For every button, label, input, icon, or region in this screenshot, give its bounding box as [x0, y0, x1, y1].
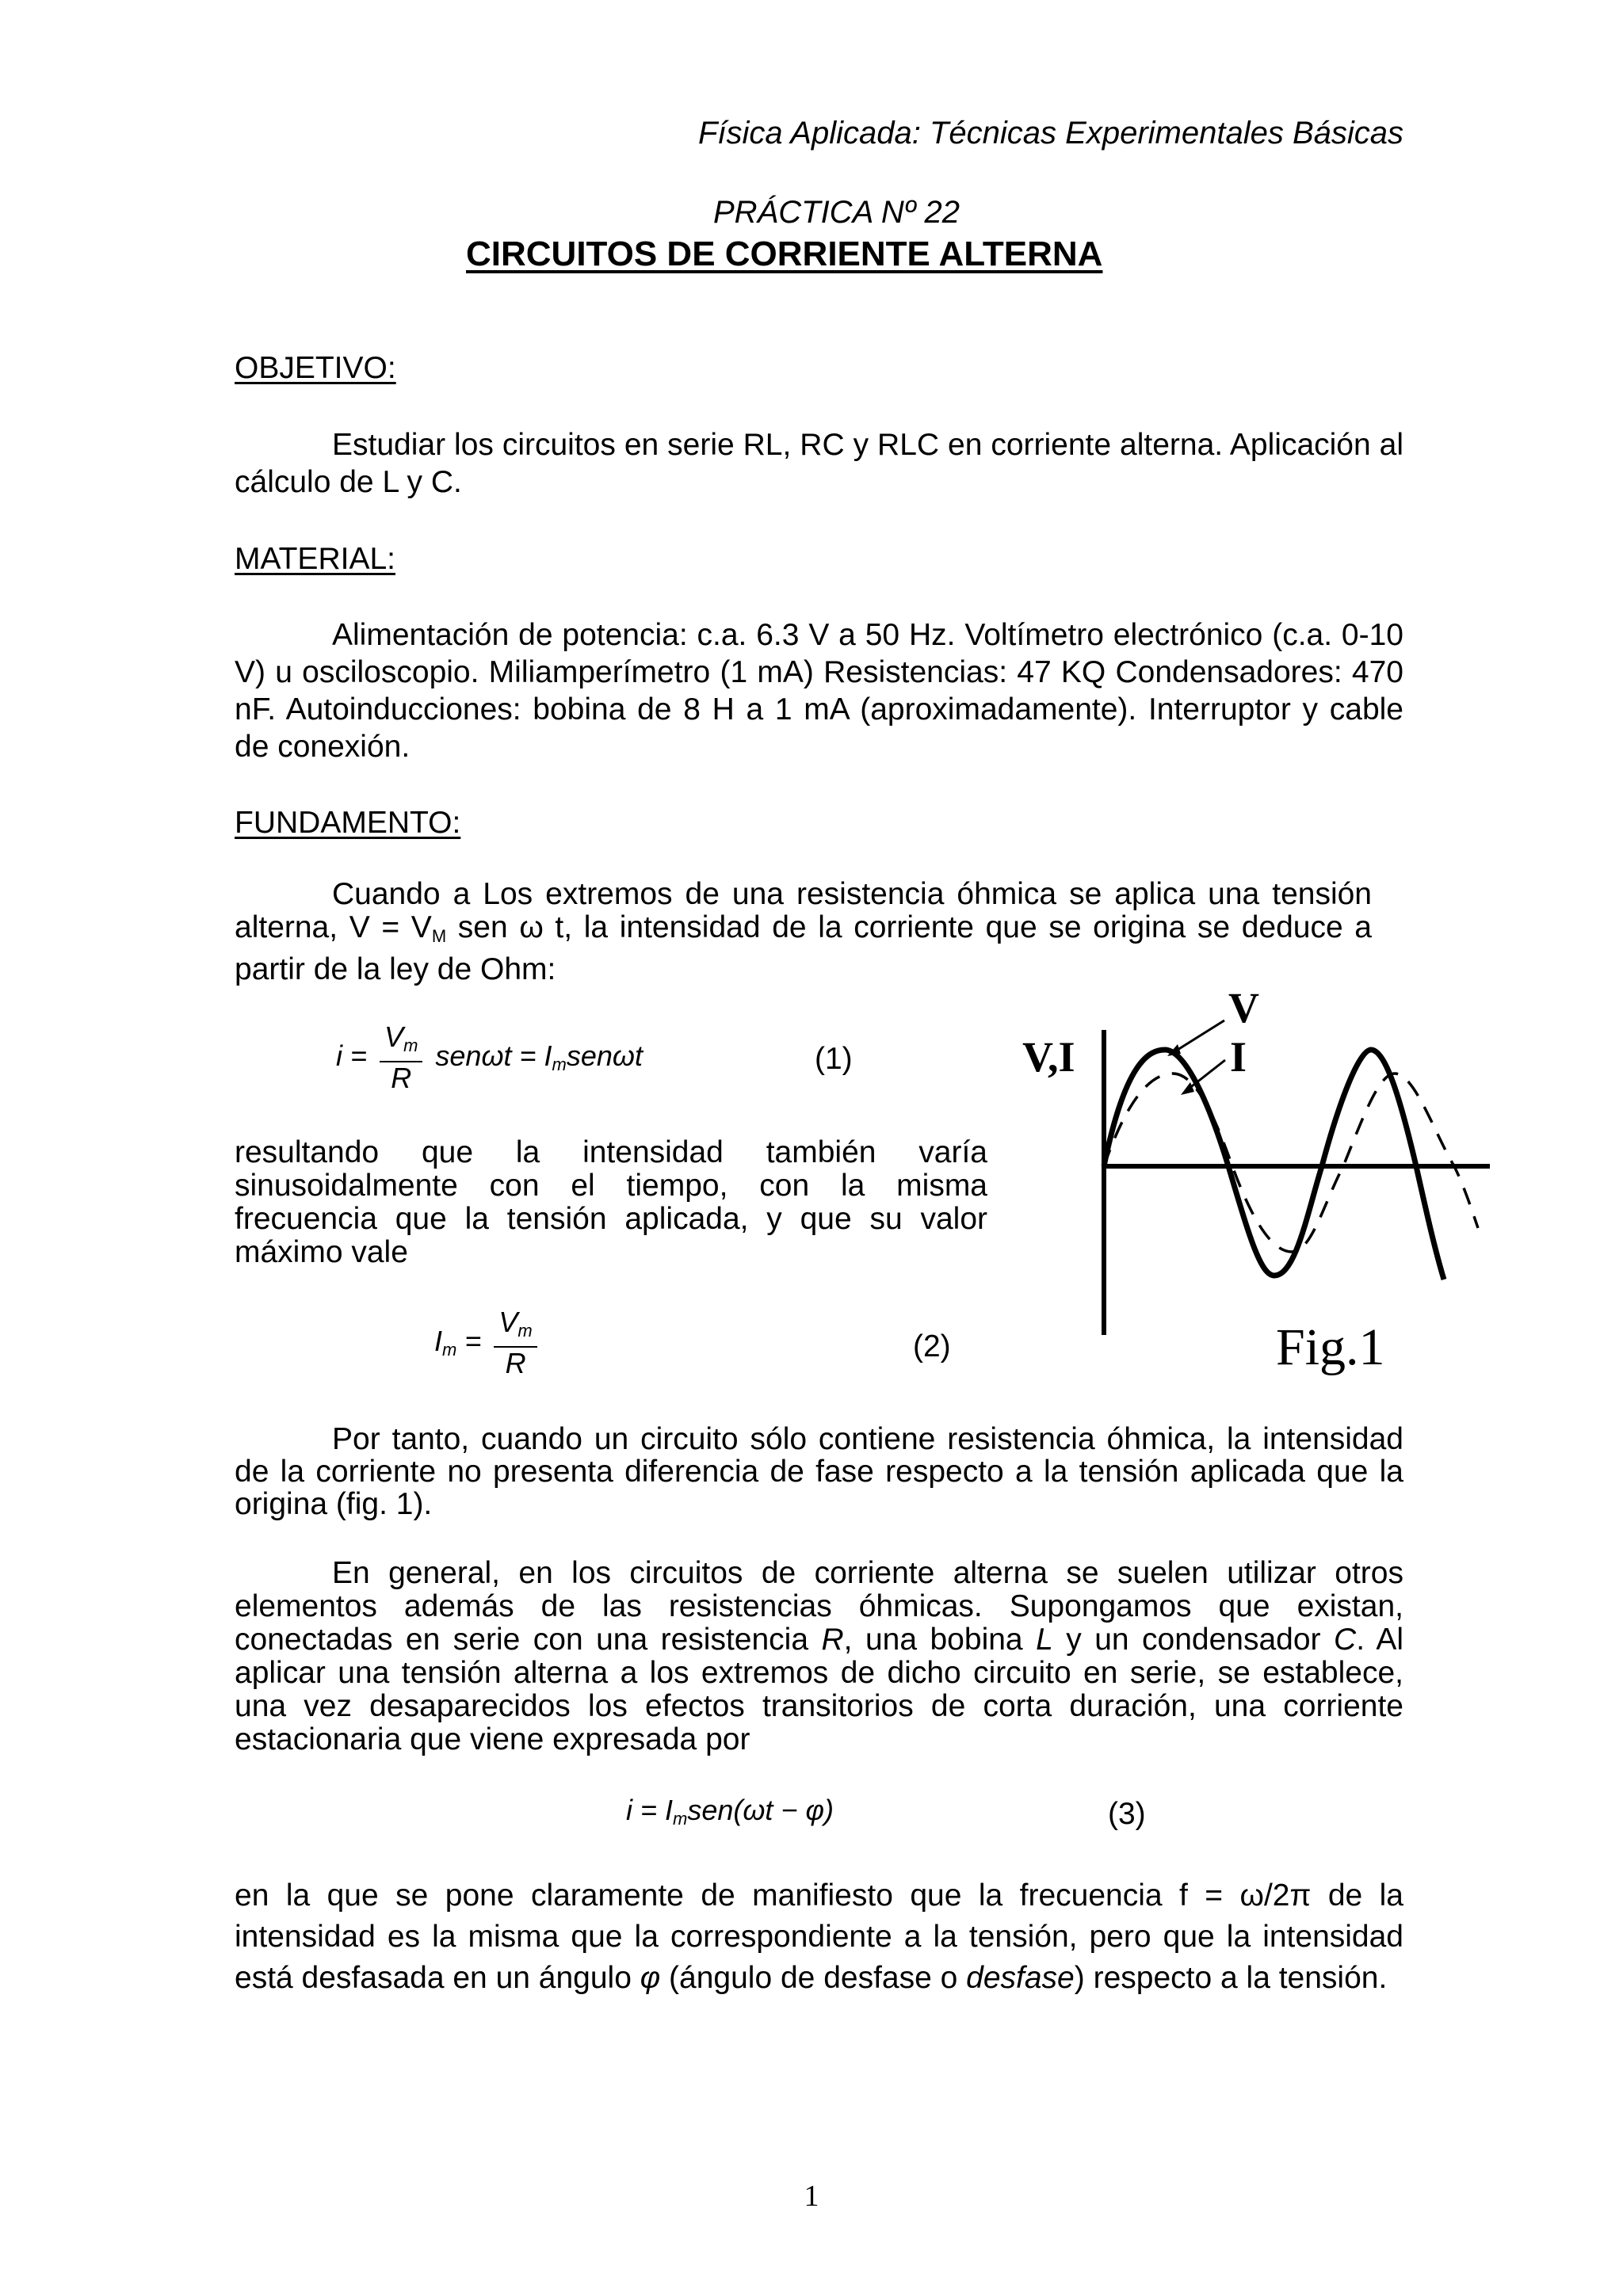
axis-label: V,I — [1022, 1033, 1075, 1081]
equation-2: $I_m$ = $\frac{V_m}{R}$ — [434, 1307, 542, 1379]
figure-1 — [1022, 974, 1514, 1386]
figure-caption: Fig.1 — [1276, 1318, 1385, 1376]
fundamento-paragraph-2: resultando que la intensidad también varía sinusoidalmente con el tiempo, con la misma frecuencia que la tensión aplicada, y que su valor máximo vale — [235, 1135, 987, 1269]
equation-1-number: (1) — [815, 1042, 853, 1076]
i-arrowhead — [1181, 1082, 1194, 1095]
page-header: Física Aplicada: Técnicas Experimentales Básicas — [698, 116, 1403, 151]
equation-1: i = $\frac{V_m}{R}$ $sen\omega t = I_msen\omega t$ — [336, 1020, 643, 1094]
page-number: 1 — [804, 2180, 819, 2213]
material-text: Alimentación de potencia: c.a. 6.3 V a 50 Hz. Voltímetro electrónico (c.a. 0-10 V) u osciloscopio. Miliamperímetro (1 mA) Resistencias: 47 KQ Condensadores: 470 nF. Autoinducciones: bobina de 8 H a 1 mA (aproximadamente). Interruptor y cable de conexión. — [235, 618, 1403, 764]
material-heading: MATERIAL: — [235, 542, 395, 576]
fundamento-paragraph-3: Por tanto, cuando un circuito sólo contiene resistencia óhmica, la intensidad de la corriente no presenta diferencia de fase respecto a la tensión aplicada que la origina (fig. 1). — [235, 1422, 1403, 1521]
practice-number: PRÁCTICA Nº 22 — [713, 195, 960, 230]
fundamento-paragraph-4: En general, en los circuitos de corriente alterna se suelen utilizar otros elementos además de las resistencias óhmicas. Supongamos que existan, conectadas en serie con una resistencia R, una bobina L y un condensador C. Al aplicar una tensión alterna a los extremos de dicho circuito en serie, se establece, una vez desaparecidos los efectos transitorios de corta duración, una corriente estacionaria que viene expresada por — [235, 1556, 1404, 1756]
page-title: CIRCUITOS DE CORRIENTE ALTERNA — [466, 235, 1103, 273]
current-curve — [1104, 1074, 1478, 1252]
label-v: V — [1228, 984, 1259, 1032]
fundamento-heading: FUNDAMENTO: — [235, 806, 461, 840]
objetivo-text: Estudiar los circuitos en serie RL, RC y RLC en corriente alterna. Aplicación al cálculo de L y C. — [235, 428, 1403, 499]
v-pointer — [1171, 1020, 1224, 1054]
label-i: I — [1230, 1033, 1247, 1081]
equation-3-number: (3) — [1108, 1797, 1146, 1831]
equation-2-number: (2) — [913, 1329, 951, 1363]
equation-3: $i = I_msen(\omega t - \varphi)$ — [626, 1794, 834, 1829]
objetivo-heading: OBJETIVO: — [235, 351, 396, 385]
fundamento-paragraph-5: en la que se pone claramente de manifiesto que la frecuencia f = ω/2π de la intensidad es la misma que la correspondiente a la tensión, pero que la intensidad está desfasada en un ángulo φ (ángulo de desfase o desfase) respecto a la tensión. — [235, 1878, 1403, 1995]
fundamento-paragraph-1: Cuando a Los extremos de una resistencia óhmica se aplica una tensión alterna, $V = V_M$ sen ω t, la intensidad de la corriente que se origina se deduce a partir de la ley de Ohm: — [235, 877, 1372, 986]
